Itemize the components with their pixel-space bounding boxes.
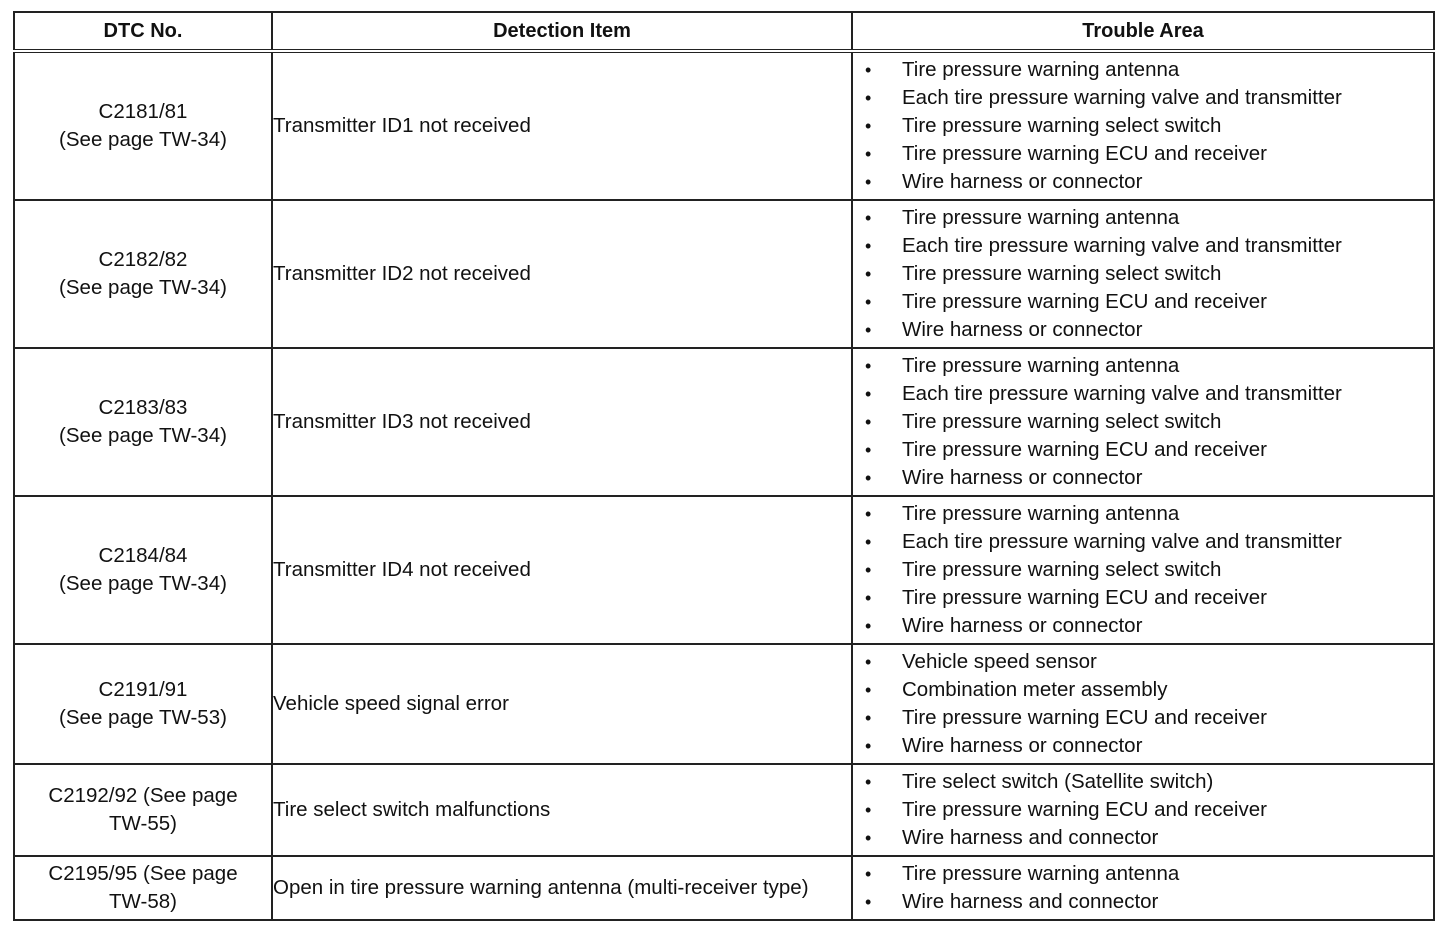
list-item — [853, 888, 1433, 916]
dtc-number-line: (See page TW-34) — [59, 128, 227, 151]
table-row — [14, 856, 1434, 920]
dtc-table — [13, 11, 1435, 921]
trouble-area-cell — [852, 856, 1434, 920]
trouble-area-text: Each tire pressure warning valve and transmitter — [902, 530, 1342, 553]
trouble-area-list — [853, 56, 1433, 196]
trouble-area-text: Each tire pressure warning valve and transmitter — [902, 234, 1342, 257]
list-item — [853, 408, 1433, 436]
bullet-icon: • — [865, 616, 872, 636]
list-item — [853, 824, 1433, 852]
list-item — [853, 556, 1433, 584]
header-detection-item: Detection Item — [272, 12, 852, 51]
trouble-area-cell — [852, 496, 1434, 644]
bullet-icon: • — [865, 384, 872, 404]
bullet-icon: • — [865, 532, 872, 552]
bullet-icon: • — [865, 208, 872, 228]
list-item — [853, 648, 1433, 676]
bullet-icon: • — [865, 708, 872, 728]
trouble-area-text: Wire harness and connector — [902, 890, 1159, 913]
bullet-icon: • — [865, 560, 872, 580]
header-trouble-area: Trouble Area — [852, 12, 1434, 51]
list-item — [853, 796, 1433, 824]
trouble-area-text: Tire pressure warning ECU and receiver — [902, 798, 1267, 821]
list-item — [853, 380, 1433, 408]
list-item — [853, 56, 1433, 84]
bullet-icon: • — [865, 468, 872, 488]
trouble-area-text: Tire pressure warning select switch — [902, 558, 1222, 581]
bullet-icon: • — [865, 264, 872, 284]
trouble-area-text: Wire harness or connector — [902, 734, 1143, 757]
table-header-row — [14, 12, 1434, 51]
list-item — [853, 768, 1433, 796]
list-item — [853, 732, 1433, 760]
trouble-area-text: Tire pressure warning ECU and receiver — [902, 438, 1267, 461]
trouble-area-text: Wire harness and connector — [902, 826, 1159, 849]
trouble-area-text: Tire pressure warning antenna — [902, 862, 1180, 885]
trouble-area-list — [853, 352, 1433, 492]
bullet-icon: • — [865, 356, 872, 376]
trouble-area-text: Tire pressure warning ECU and receiver — [902, 586, 1267, 609]
trouble-area-text: Tire pressure warning antenna — [902, 206, 1180, 229]
bullet-icon: • — [865, 116, 872, 136]
bullet-icon: • — [865, 736, 872, 756]
trouble-area-cell — [852, 348, 1434, 496]
dtc-number-cell — [14, 644, 272, 764]
trouble-area-text: Wire harness or connector — [902, 318, 1143, 341]
bullet-icon: • — [865, 828, 872, 848]
trouble-area-text: Each tire pressure warning valve and transmitter — [902, 382, 1342, 405]
trouble-area-cell — [852, 200, 1434, 348]
trouble-area-text: Each tire pressure warning valve and transmitter — [902, 86, 1342, 109]
dtc-number-cell — [14, 764, 272, 856]
table-row — [14, 496, 1434, 644]
table-row — [14, 348, 1434, 496]
list-item — [853, 584, 1433, 612]
list-item — [853, 676, 1433, 704]
dtc-number-line: TW-58) — [109, 890, 177, 913]
dtc-number-line: C2182/82 — [98, 248, 188, 271]
list-item — [853, 528, 1433, 556]
trouble-area-text: Wire harness or connector — [902, 170, 1143, 193]
detection-item-cell: Transmitter ID4 not received — [272, 496, 852, 644]
table-row — [14, 764, 1434, 856]
list-item — [853, 140, 1433, 168]
trouble-area-text: Tire pressure warning antenna — [902, 58, 1180, 81]
bullet-icon: • — [865, 652, 872, 672]
detection-item-cell: Transmitter ID2 not received — [272, 200, 852, 348]
trouble-area-text: Wire harness or connector — [902, 466, 1143, 489]
dtc-number-cell — [14, 856, 272, 920]
trouble-area-text: Tire pressure warning ECU and receiver — [902, 290, 1267, 313]
bullet-icon: • — [865, 864, 872, 884]
dtc-number-line: (See page TW-53) — [59, 706, 227, 729]
trouble-area-text: Wire harness or connector — [902, 614, 1143, 637]
dtc-number-cell — [14, 51, 272, 200]
trouble-area-text: Combination meter assembly — [902, 678, 1168, 701]
list-item — [853, 204, 1433, 232]
dtc-number-cell — [14, 496, 272, 644]
trouble-area-list — [853, 500, 1433, 640]
table-body — [14, 51, 1434, 920]
list-item — [853, 260, 1433, 288]
list-item — [853, 436, 1433, 464]
dtc-number-line: (See page TW-34) — [59, 276, 227, 299]
bullet-icon: • — [865, 800, 872, 820]
trouble-area-text: Tire pressure warning ECU and receiver — [902, 142, 1267, 165]
trouble-area-list — [853, 648, 1433, 760]
dtc-number-cell — [14, 200, 272, 348]
bullet-icon: • — [865, 412, 872, 432]
dtc-number-line: C2184/84 — [98, 544, 188, 567]
detection-item-cell: Transmitter ID3 not received — [272, 348, 852, 496]
trouble-area-text: Tire pressure warning antenna — [902, 502, 1180, 525]
trouble-area-text: Tire pressure warning ECU and receiver — [902, 706, 1267, 729]
trouble-area-list — [853, 860, 1433, 916]
trouble-area-text: Tire pressure warning antenna — [902, 354, 1180, 377]
detection-item-cell: Vehicle speed signal error — [272, 644, 852, 764]
list-item — [853, 464, 1433, 492]
bullet-icon: • — [865, 236, 872, 256]
trouble-area-text: Tire pressure warning select switch — [902, 410, 1222, 433]
trouble-area-text: Tire pressure warning select switch — [902, 114, 1222, 137]
trouble-area-text: Tire select switch (Satellite switch) — [902, 770, 1214, 793]
table-row — [14, 644, 1434, 764]
dtc-number-line: TW-55) — [109, 812, 177, 835]
list-item — [853, 704, 1433, 732]
bullet-icon: • — [865, 680, 872, 700]
list-item — [853, 112, 1433, 140]
header-dtc-no: DTC No. — [14, 12, 272, 51]
table-row — [14, 51, 1434, 200]
dtc-number-line: (See page TW-34) — [59, 572, 227, 595]
bullet-icon: • — [865, 892, 872, 912]
bullet-icon: • — [865, 172, 872, 192]
bullet-icon: • — [865, 292, 872, 312]
bullet-icon: • — [865, 88, 872, 108]
bullet-icon: • — [865, 440, 872, 460]
list-item — [853, 288, 1433, 316]
list-item — [853, 232, 1433, 260]
list-item — [853, 168, 1433, 196]
bullet-icon: • — [865, 772, 872, 792]
trouble-area-list — [853, 204, 1433, 344]
bullet-icon: • — [865, 588, 872, 608]
list-item — [853, 860, 1433, 888]
dtc-number-line: C2195/95 (See page — [48, 862, 238, 885]
trouble-area-cell — [852, 644, 1434, 764]
trouble-area-list — [853, 768, 1433, 852]
table-row — [14, 200, 1434, 348]
dtc-number-line: C2181/81 — [98, 100, 188, 123]
list-item — [853, 352, 1433, 380]
dtc-number-line: C2192/92 (See page — [48, 784, 238, 807]
detection-item-cell: Transmitter ID1 not received — [272, 51, 852, 200]
list-item — [853, 84, 1433, 112]
detection-item-cell: Tire select switch malfunctions — [272, 764, 852, 856]
list-item — [853, 316, 1433, 344]
trouble-area-text: Tire pressure warning select switch — [902, 262, 1222, 285]
dtc-number-line: (See page TW-34) — [59, 424, 227, 447]
list-item — [853, 500, 1433, 528]
detection-item-cell: Open in tire pressure warning antenna (multi-receiver type) — [272, 856, 852, 920]
list-item — [853, 612, 1433, 640]
bullet-icon: • — [865, 60, 872, 80]
bullet-icon: • — [865, 144, 872, 164]
dtc-number-cell — [14, 348, 272, 496]
dtc-number-line: C2183/83 — [98, 396, 188, 419]
dtc-number-line: C2191/91 — [98, 678, 188, 701]
bullet-icon: • — [865, 504, 872, 524]
trouble-area-text: Vehicle speed sensor — [902, 650, 1097, 673]
trouble-area-cell — [852, 51, 1434, 200]
trouble-area-cell — [852, 764, 1434, 856]
bullet-icon: • — [865, 320, 872, 340]
